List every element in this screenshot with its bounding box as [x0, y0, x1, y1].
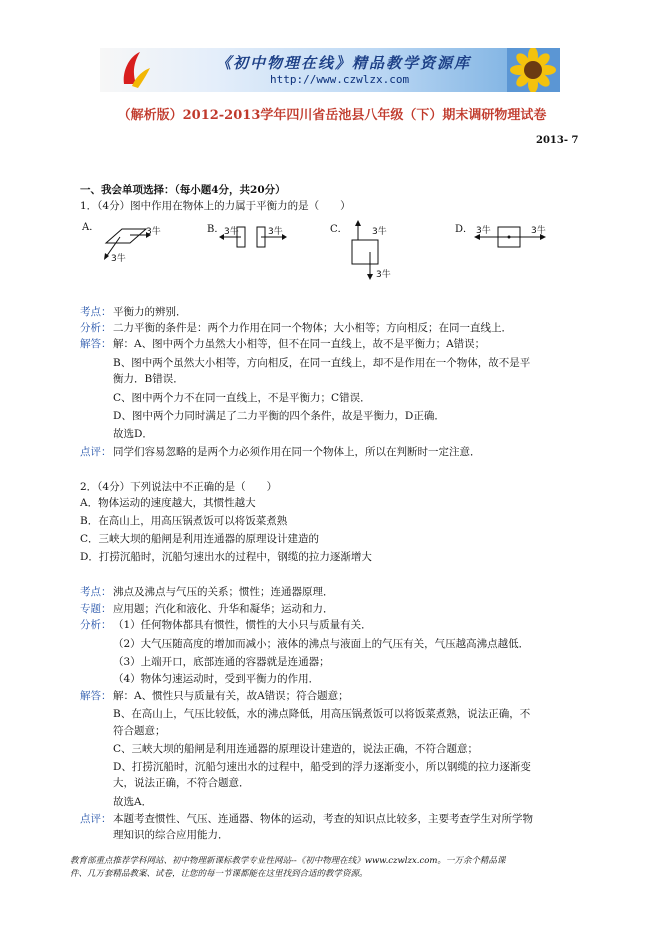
- q2-jieda-line: 大，说法正确，不符合题意．: [113, 777, 250, 789]
- q1-kaodian: 平衡力的辨别．: [113, 306, 187, 318]
- q1-option-a-label: A．: [82, 222, 100, 233]
- site-logo: [118, 50, 152, 90]
- q1-b-force-right: 3牛: [268, 227, 283, 237]
- q1-b-force-left: 3牛: [224, 227, 239, 237]
- header-banner: [100, 48, 560, 92]
- document-date: 2013- 7: [536, 135, 579, 146]
- page-footer: [70, 855, 590, 881]
- q1-jieda-line: 衡力．B错误．: [113, 373, 184, 385]
- q1-figure-a: [90, 215, 170, 265]
- sunflower-icon: [507, 48, 560, 92]
- q1-option-b-label: B．: [207, 224, 225, 235]
- q2-jieda-line: 解：A、惯性只与质量有关，故A错误；符合题意；: [113, 690, 349, 702]
- footer-line: 件、几万套精品教案、试卷，让您的每一节课都能在这里找到合适的教学资源。: [70, 869, 368, 879]
- q2-fenxi-line: （1）任何物体都具有惯性，惯性的大小只与质量有关．: [113, 619, 372, 631]
- q2-dianping-line: 理知识的综合应用能力．: [113, 829, 229, 841]
- banner-title: 《初中物理在线》精品教学资源库: [216, 54, 472, 72]
- section-heading: 一、我会单项选择：（每小题4分，共20分）: [80, 184, 286, 196]
- document-title: （解析版）2012-2013学年四川省岳池县八年级（下）期末调研物理试卷: [117, 108, 547, 123]
- q2-option-d: D．打捞沉船时，沉船匀速出水的过程中，钢缆的拉力逐渐增大: [80, 551, 372, 563]
- q2-option-b: B．在高山上，用高压锅煮饭可以将饭菜煮熟: [80, 515, 288, 527]
- q2-kaodian: 沸点及沸点与气压的关系；惯性；连通器原理．: [113, 586, 334, 598]
- q1-jieda-line: 解：A、图中两个力虽然大小相等，但不在同一直线上，故不是平衡力；A错误；: [113, 338, 486, 350]
- q1-dianping: 同学们容易忽略的是两个力必须作用在同一个物体上，所以在判断时一定注意．: [113, 446, 481, 458]
- q1-a-force-top: 3牛: [146, 227, 161, 237]
- q1-stem: 1．（4分）图中作用在物体上的力属于平衡力的是（ ）: [80, 200, 351, 212]
- q1-kaodian-label: 考点：: [80, 306, 112, 318]
- q1-fenxi: 二力平衡的条件是：两个力作用在同一个物体；大小相等；方向相反；在同一直线上．: [113, 322, 512, 334]
- q1-jieda-line: 故选D．: [113, 428, 153, 440]
- q2-jieda-line: B、在高山上，气压比较低，水的沸点降低，用高压锅煮饭可以将饭菜煮熟，说法正确，不: [113, 708, 531, 720]
- banner-url[interactable]: http://www.czwlzx.com: [270, 73, 410, 86]
- q2-dianping-label: 点评：: [80, 813, 112, 825]
- q2-stem: 2．（4分）下列说法中不正确的是（ ）: [80, 481, 278, 493]
- q2-fenxi-line: （3）上端开口，底部连通的容器就是连通器；: [113, 656, 330, 668]
- q2-option-c: C．三峡大坝的船闸是利用连通器的原理设计建造的: [80, 533, 320, 545]
- q2-jieda-line: D、打捞沉船时，沉船匀速出水的过程中，船受到的浮力逐渐变小，所以钢缆的拉力逐渐变: [113, 761, 531, 773]
- q2-zhuanti-label: 专题：: [80, 603, 112, 615]
- q1-c-force-bottom: 3牛: [376, 270, 391, 280]
- q2-option-a: A．物体运动的速度越大，其惯性越大: [80, 497, 256, 509]
- q2-fenxi-line: （4）物体匀速运动时，受到平衡力的作用．: [113, 673, 320, 685]
- q1-jieda-line: C、图中两个力不在同一直线上，不是平衡力；C错误．: [113, 392, 371, 404]
- q1-a-force-bottom: 3牛: [111, 254, 126, 264]
- q2-jieda-line: 故选A．: [113, 796, 153, 808]
- q2-jieda-label: 解答：: [80, 690, 112, 702]
- q1-dianping-label: 点评：: [80, 446, 112, 458]
- q2-zhuanti: 应用题；汽化和液化、升华和凝华；运动和力．: [113, 603, 334, 615]
- q2-jieda-line: 符合题意；: [113, 725, 166, 737]
- q2-kaodian-label: 考点：: [80, 586, 112, 598]
- q2-dianping-line: 本题考查惯性、气压、连通器、物体的运动，考查的知识点比较多，主要考查学生对所学物: [113, 813, 533, 825]
- q2-fenxi-line: （2）大气压随高度的增加而减小；液体的沸点与液面上的气压有关，气压越高沸点越低．: [113, 638, 530, 650]
- q2-fenxi-label: 分析：: [80, 619, 112, 631]
- q1-c-force-top: 3牛: [372, 227, 387, 237]
- footer-line: 教育部重点推荐学科网站、初中物理新课标教学专业性网站--《初中物理在线》www.czwlzx.com。一万余个精品课: [70, 856, 506, 866]
- q1-jieda-line: D、图中两个力同时满足了二力平衡的四个条件，故是平衡力，D正确．: [113, 410, 445, 422]
- q1-fenxi-label: 分析：: [80, 322, 112, 334]
- q1-option-c-label: C．: [330, 224, 348, 235]
- q1-jieda-label: 解答：: [80, 338, 112, 350]
- q2-jieda-line: C、三峡大坝的船闸是利用连通器的原理设计建造的，说法正确，不符合题意；: [113, 743, 479, 755]
- q1-option-d-label: D．: [455, 224, 474, 235]
- q1-d-force-right: 3牛: [531, 226, 546, 236]
- q1-d-force-left: 3牛: [476, 226, 491, 236]
- q1-jieda-line: B、图中两个虽然大小相等，方向相反，在同一直线上，却不是作用在一个物体，故不是平: [113, 357, 531, 369]
